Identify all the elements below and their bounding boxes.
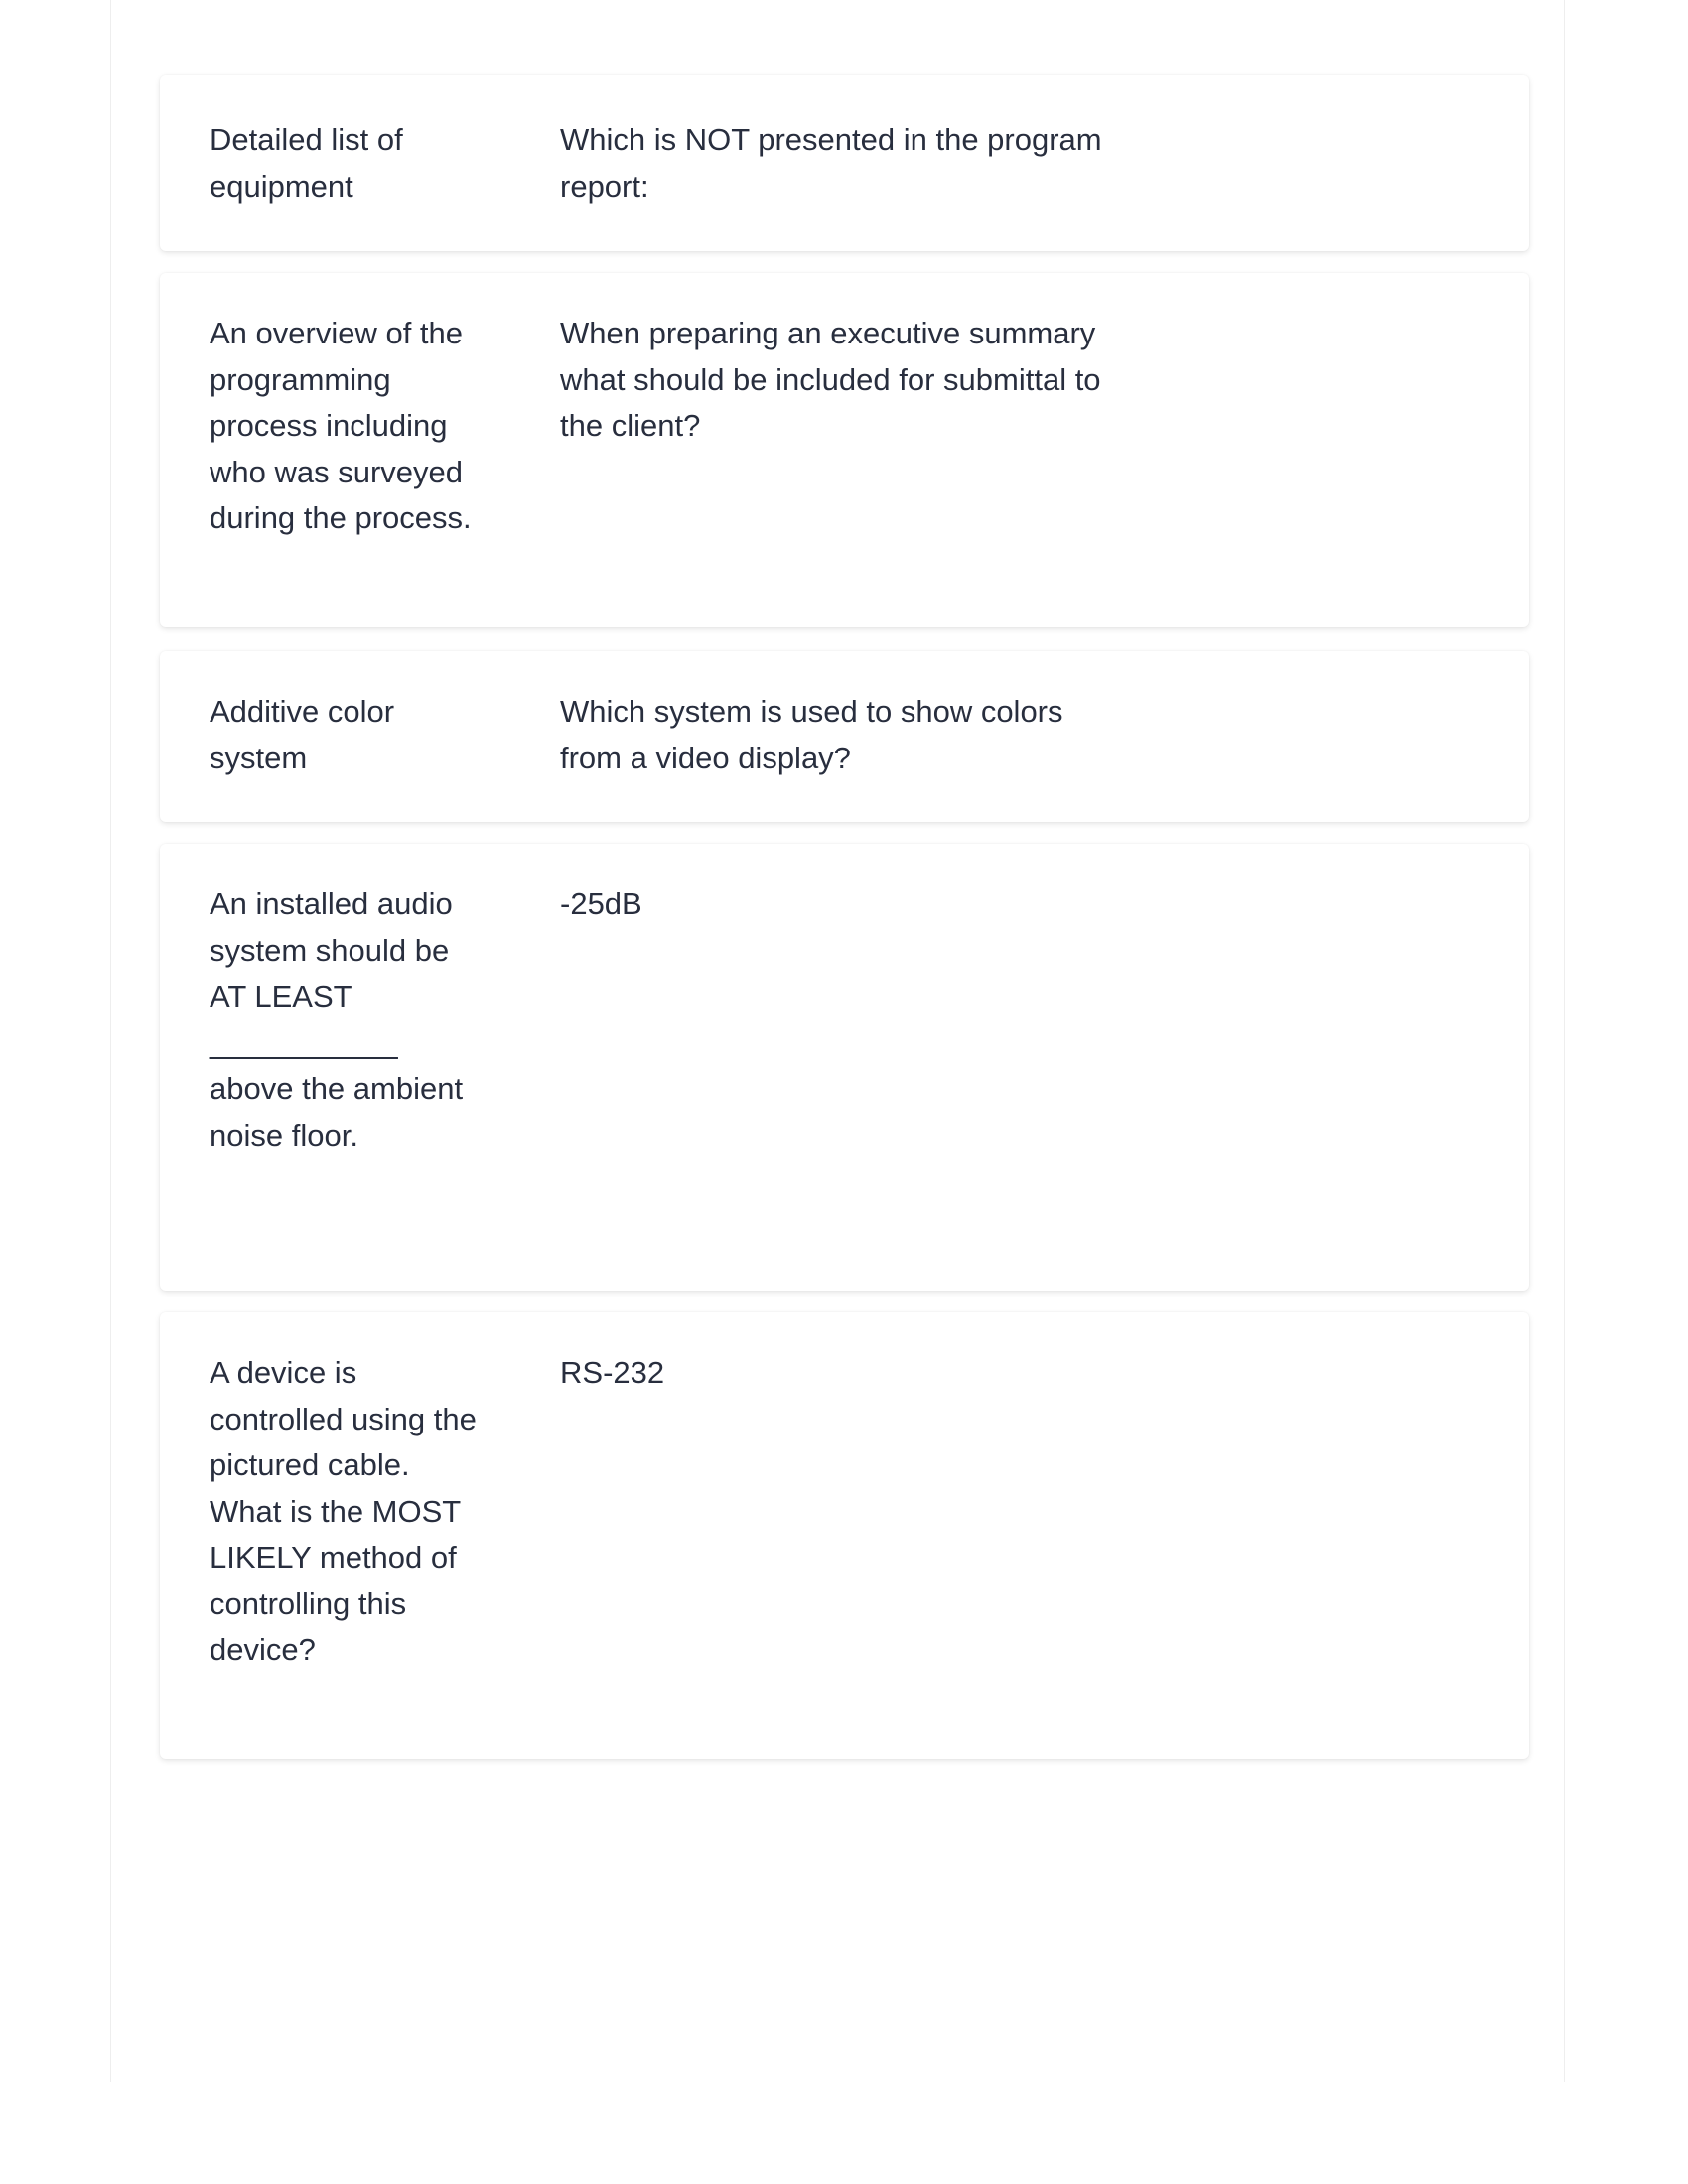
card-term: An overview of the programming process including who was surveyed during the process. [210,316,472,535]
flashcard [160,1312,1529,1759]
card-definition: Which system is used to show colors from a video display? [560,694,1063,775]
card-term: Detailed list of equipment [210,122,403,204]
card-term: A device is controlled using the pictured cable. What is the MOST LIKELY method of controlling this device? [210,1355,477,1667]
card-term: Additive color system [210,694,395,775]
card-definition: -25dB [560,887,642,921]
flashcard [160,75,1529,251]
flashcard [160,844,1529,1291]
card-definition: Which is NOT presented in the program report: [560,122,1102,204]
flashcard [160,273,1529,627]
card-definition: RS-232 [560,1355,665,1390]
card-definition: When preparing an executive summary what should be included for submittal to the client? [560,316,1101,443]
flashcard [160,651,1529,822]
card-term: An installed audio system should be AT LEAST ___________ above the ambient noise floor. [210,887,464,1153]
